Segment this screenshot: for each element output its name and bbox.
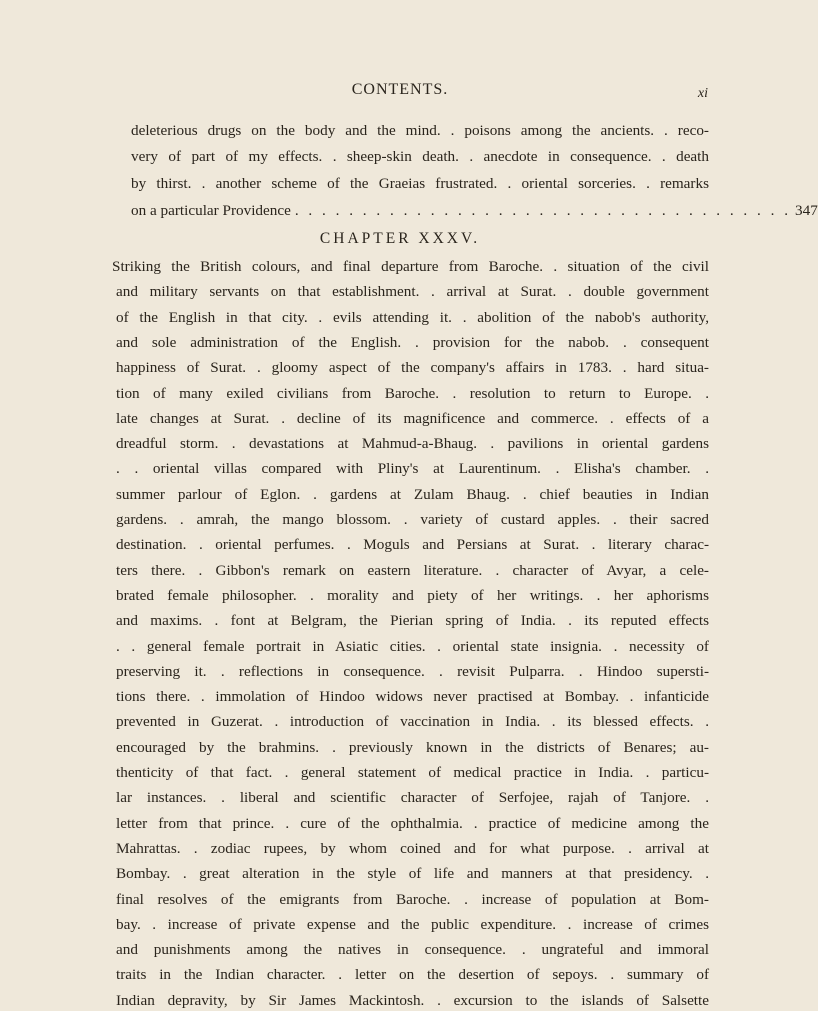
chapter-summary-line: brated female philosopher. . morality and piety of her writings. . her aphorisms (116, 587, 709, 604)
chapter-summary-line: Indian depravity, by Sir James Mackintosh. . excursion to the islands of Salsette (116, 992, 709, 1009)
chapter-summary-line: Striking the British colours, and final departure from Baroche. . situation of the civil (112, 258, 709, 275)
chapter-summary-line: Bombay. . great alteration in the style of life and manners at that presidency. . (116, 865, 709, 882)
chapter-summary-line: thenticity of that fact. . general statement of medical practice in India. . particu- (116, 764, 709, 781)
previous-chapter-last-text: on a particular Providence (131, 202, 291, 219)
chapter-summary-line: of the English in that city. . evils attending it. . abolition of the nabob's authority, (116, 309, 709, 326)
previous-chapter-line: by thirst. . another scheme of the Graeias frustrated. . oriental sorceries. . remarks (131, 175, 709, 192)
previous-chapter-last-line (131, 201, 818, 221)
previous-chapter-page: 347 (795, 202, 818, 219)
chapter-summary-line: late changes at Surat. . decline of its magnificence and commerce. . effects of a (116, 410, 709, 427)
chapter-summary-line: gardens. . amrah, the mango blossom. . variety of custard apples. . their sacred (116, 511, 709, 528)
chapter-summary-line: preserving it. . reflections in consequence. . revisit Pulparra. . Hindoo supersti- (116, 663, 709, 680)
chapter-summary-line: and sole administration of the English. . provision for the nabob. . consequent (116, 334, 709, 351)
running-head (0, 81, 800, 105)
chapter-summary-line: . . oriental villas compared with Pliny's at Laurentinum. . Elisha's chamber. . (116, 460, 709, 477)
chapter-summary-line: tions there. . immolation of Hindoo widows never practised at Bombay. . infanticide (116, 688, 709, 705)
chapter-summary-line: . . general female portrait in Asiatic cities. . oriental state insignia. . necessity of (116, 638, 709, 655)
chapter-summary-line: bay. . increase of private expense and the public expenditure. . increase of crimes (116, 916, 709, 933)
chapter-summary-line: and military servants on that establishment. . arrival at Surat. . double government (116, 283, 709, 300)
chapter-summary-line: Mahrattas. . zodiac rupees, by whom coined and for what purpose. . arrival at (116, 840, 709, 857)
chapter-summary-line: and punishments among the natives in consequence. . ungrateful and immoral (116, 941, 709, 958)
chapter-summary-line: destination. . oriental perfumes. . Moguls and Persians at Surat. . literary charac- (116, 536, 709, 553)
previous-chapter-line: very of part of my effects. . sheep-skin death. . anecdote in consequence. . death (131, 148, 709, 165)
chapter-summary-line: dreadful storm. . devastations at Mahmud-a-Bhaug. . pavilions in oriental gardens (116, 435, 709, 452)
chapter-summary-line: lar instances. . liberal and scientific character of Serfojee, rajah of Tanjore. . (116, 789, 709, 806)
chapter-summary-line: happiness of Surat. . gloomy aspect of the company's affairs in 1783. . hard situa- (116, 359, 709, 376)
chapter-summary-line: and maxims. . font at Belgram, the Pierian spring of India. . its reputed effects (116, 612, 709, 629)
page-number: xi (697, 86, 708, 101)
previous-chapter-line: deleterious drugs on the body and the mind. . poisons among the ancients. . reco- (131, 122, 709, 139)
chapter-summary-line: tion of many exiled civilians from Baroche. . resolution to return to Europe. . (116, 385, 709, 402)
dot-leader: . . . . . . . . . . . . . . . . . . . . . . . . . . . . . . . . . . . . . (294, 202, 791, 219)
chapter-summary-line: summer parlour of Eglon. . gardens at Zulam Bhaug. . chief beauties in Indian (116, 486, 709, 503)
running-title: CONTENTS. (351, 81, 449, 98)
chapter-summary-line: letter from that prince. . cure of the ophthalmia. . practice of medicine among the (116, 815, 709, 832)
chapter-summary-line: traits in the Indian character. . letter on the desertion of sepoys. . summary of (116, 966, 709, 983)
chapter-summary-line: final resolves of the emigrants from Baroche. . increase of population at Bom- (116, 891, 709, 908)
chapter-summary-line: encouraged by the brahmins. . previously known in the districts of Benares; au- (116, 739, 709, 756)
chapter-summary-line: ters there. . Gibbon's remark on eastern literature. . character of Avyar, a cele- (116, 562, 709, 579)
chapter-heading: CHAPTER XXXV. (319, 230, 481, 247)
chapter-summary-line: prevented in Guzerat. . introduction of vaccination in India. . its blessed effects. . (116, 713, 709, 730)
